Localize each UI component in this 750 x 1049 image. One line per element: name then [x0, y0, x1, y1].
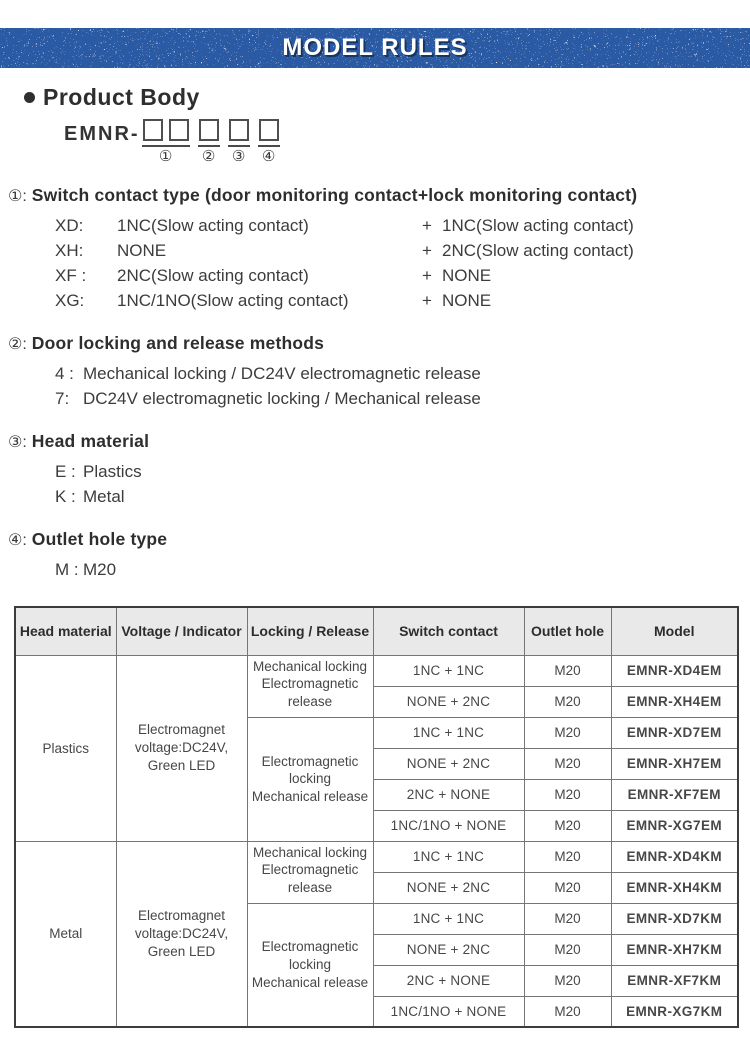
voltage-line: Green LED [147, 943, 216, 959]
cell-model: EMNR-XF7KM [611, 965, 738, 996]
cell-model: EMNR-XD7KM [611, 903, 738, 934]
column-header: Switch contact [373, 607, 524, 655]
section-heading [8, 185, 750, 206]
cell-locking-release [247, 903, 373, 1027]
model-rules-banner [0, 28, 750, 68]
cell-switch-contact: 2NC + NONE [373, 965, 524, 996]
item-value: Metal [83, 486, 125, 506]
locking-line: Mechanical release [251, 974, 369, 990]
voltage-line: Green LED [147, 757, 216, 773]
locking-line: Mechanical release [251, 788, 369, 804]
spec-section [8, 529, 750, 582]
section-marker-icon: ①: [8, 188, 27, 205]
cell-locking-release [247, 717, 373, 841]
section-item [8, 557, 750, 582]
spec-section [8, 333, 750, 411]
section-item [8, 238, 750, 263]
section-marker-icon: ③: [8, 434, 27, 451]
cell-switch-contact: 1NC + 1NC [373, 717, 524, 748]
section-item [8, 288, 750, 313]
locking-line: locking [288, 771, 332, 787]
sections [8, 185, 750, 582]
item-code: XH: [55, 240, 84, 260]
model-digit-group [228, 119, 250, 165]
cell-outlet-hole: M20 [524, 841, 611, 872]
section-heading [8, 431, 750, 452]
item-code: XD: [55, 215, 84, 235]
cell-outlet-hole: M20 [524, 965, 611, 996]
model-digit-groups [142, 119, 288, 165]
plus-sign: + [422, 290, 432, 310]
voltage-line: Electromagnet [137, 722, 226, 738]
section-item [8, 361, 750, 386]
section-marker-icon: ④: [8, 532, 27, 549]
cell-outlet-hole: M20 [524, 686, 611, 717]
locking-line: Electromagnetic [261, 939, 359, 955]
cell-switch-contact: 1NC/1NO + NONE [373, 996, 524, 1027]
section-item [8, 213, 750, 238]
model-digit-boxes [198, 119, 220, 147]
plus-sign: + [422, 240, 432, 260]
section-title: Door locking and release methods [31, 333, 325, 353]
model-code-line [64, 119, 750, 165]
cell-switch-contact: NONE + 2NC [373, 686, 524, 717]
item-left-value: NONE [117, 240, 167, 260]
model-digit-box [229, 119, 249, 141]
cell-switch-contact: NONE + 2NC [373, 748, 524, 779]
spec-table [14, 606, 739, 1028]
table-row [15, 655, 738, 686]
model-digit-group [198, 119, 220, 165]
locking-line: locking [288, 956, 332, 972]
column-header: Locking / Release [247, 607, 373, 655]
spec-section [8, 185, 750, 313]
cell-outlet-hole: M20 [524, 717, 611, 748]
model-digit-group [258, 119, 280, 165]
item-left-value: 2NC(Slow acting contact) [117, 265, 309, 285]
cell-model: EMNR-XD4EM [611, 655, 738, 686]
cell-voltage-indicator [116, 655, 247, 841]
item-left-value: 1NC/1NO(Slow acting contact) [117, 290, 349, 310]
cell-switch-contact: 1NC + 1NC [373, 903, 524, 934]
cell-model: EMNR-XH4KM [611, 872, 738, 903]
section-title: Outlet hole type [31, 529, 168, 549]
model-digit-box [143, 119, 163, 141]
product-body-title: Product Body [43, 84, 200, 110]
model-digit-boxes [142, 119, 190, 147]
cell-outlet-hole: M20 [524, 779, 611, 810]
cell-model: EMNR-XH7KM [611, 934, 738, 965]
model-digit-boxes [228, 119, 250, 147]
cell-outlet-hole: M20 [524, 872, 611, 903]
digit-group-marker: ③ [231, 148, 246, 165]
section-item [8, 459, 750, 484]
model-prefix: EMNR- [64, 123, 140, 145]
cell-outlet-hole: M20 [524, 810, 611, 841]
section-item [8, 386, 750, 411]
model-digit-box [169, 119, 189, 141]
locking-line: release [287, 879, 333, 895]
voltage-line: Electromagnet [137, 908, 226, 924]
locking-line: Electromagnetic [261, 862, 359, 878]
cell-outlet-hole: M20 [524, 996, 611, 1027]
cell-model: EMNR-XG7KM [611, 996, 738, 1027]
table-header-row [15, 607, 738, 655]
item-code: 4 : [55, 363, 74, 383]
cell-model: EMNR-XG7EM [611, 810, 738, 841]
model-digit-box [259, 119, 279, 141]
cell-voltage-indicator [116, 841, 247, 1027]
cell-switch-contact: 2NC + NONE [373, 779, 524, 810]
cell-outlet-hole: M20 [524, 655, 611, 686]
model-digit-boxes [258, 119, 280, 147]
cell-switch-contact: 1NC + 1NC [373, 655, 524, 686]
voltage-line: voltage:DC24V, [134, 740, 229, 756]
item-right-value: NONE [442, 290, 492, 310]
cell-model: EMNR-XH4EM [611, 686, 738, 717]
cell-switch-contact: NONE + 2NC [373, 872, 524, 903]
model-digit-box [199, 119, 219, 141]
item-right-value: 1NC(Slow acting contact) [442, 215, 634, 235]
cell-model: EMNR-XH7EM [611, 748, 738, 779]
cell-outlet-hole: M20 [524, 934, 611, 965]
item-value: Plastics [83, 461, 142, 481]
item-right-value: 2NC(Slow acting contact) [442, 240, 634, 260]
cell-model: EMNR-XF7EM [611, 779, 738, 810]
item-code: K : [55, 486, 76, 506]
item-value: Mechanical locking / DC24V electromagnetic release [83, 363, 481, 383]
cell-outlet-hole: M20 [524, 748, 611, 779]
voltage-line: voltage:DC24V, [134, 925, 229, 941]
cell-locking-release [247, 655, 373, 717]
item-right-value: NONE [442, 265, 492, 285]
item-code: 7: [55, 388, 70, 408]
product-body-heading [24, 84, 750, 111]
spec-section [8, 431, 750, 509]
section-heading [8, 529, 750, 550]
cell-head-material: Plastics [15, 655, 116, 841]
locking-line: release [287, 693, 333, 709]
item-code: M : [55, 559, 79, 579]
banner-title: MODEL RULES [282, 34, 468, 61]
plus-sign: + [422, 265, 432, 285]
locking-line: Mechanical locking [252, 844, 368, 860]
plus-sign: + [422, 215, 432, 235]
cell-switch-contact: 1NC + 1NC [373, 841, 524, 872]
column-header: Outlet hole [524, 607, 611, 655]
cell-locking-release [247, 841, 373, 903]
section-marker-icon: ②: [8, 336, 27, 353]
cell-switch-contact: NONE + 2NC [373, 934, 524, 965]
digit-group-marker: ④ [261, 148, 276, 165]
section-rows [8, 213, 750, 313]
section-rows [8, 459, 750, 509]
section-rows [8, 557, 750, 582]
item-value: M20 [83, 559, 117, 579]
item-code: E : [55, 461, 76, 481]
locking-line: Electromagnetic [261, 753, 359, 769]
column-header: Head material [15, 607, 116, 655]
digit-group-marker: ② [201, 148, 216, 165]
section-title: Switch contact type (door monitoring contact+lock monitoring contact) [31, 185, 638, 205]
cell-switch-contact: 1NC/1NO + NONE [373, 810, 524, 841]
item-code: XF : [55, 265, 87, 285]
column-header: Voltage / Indicator [116, 607, 247, 655]
section-item [8, 263, 750, 288]
section-heading [8, 333, 750, 354]
cell-head-material: Metal [15, 841, 116, 1027]
digit-group-marker: ① [158, 148, 173, 165]
section-title: Head material [31, 431, 150, 451]
section-rows [8, 361, 750, 411]
column-header: Model [611, 607, 738, 655]
model-digit-group [142, 119, 190, 165]
top-whitespace [0, 0, 750, 28]
item-left-value: 1NC(Slow acting contact) [117, 215, 309, 235]
cell-model: EMNR-XD4KM [611, 841, 738, 872]
item-code: XG: [55, 290, 85, 310]
locking-line: Electromagnetic [261, 676, 359, 692]
cell-outlet-hole: M20 [524, 903, 611, 934]
item-value: DC24V electromagnetic locking / Mechanical release [83, 388, 481, 408]
locking-line: Mechanical locking [252, 658, 368, 674]
table-row [15, 841, 738, 872]
cell-model: EMNR-XD7EM [611, 717, 738, 748]
section-item [8, 484, 750, 509]
bullet-icon [24, 92, 35, 103]
